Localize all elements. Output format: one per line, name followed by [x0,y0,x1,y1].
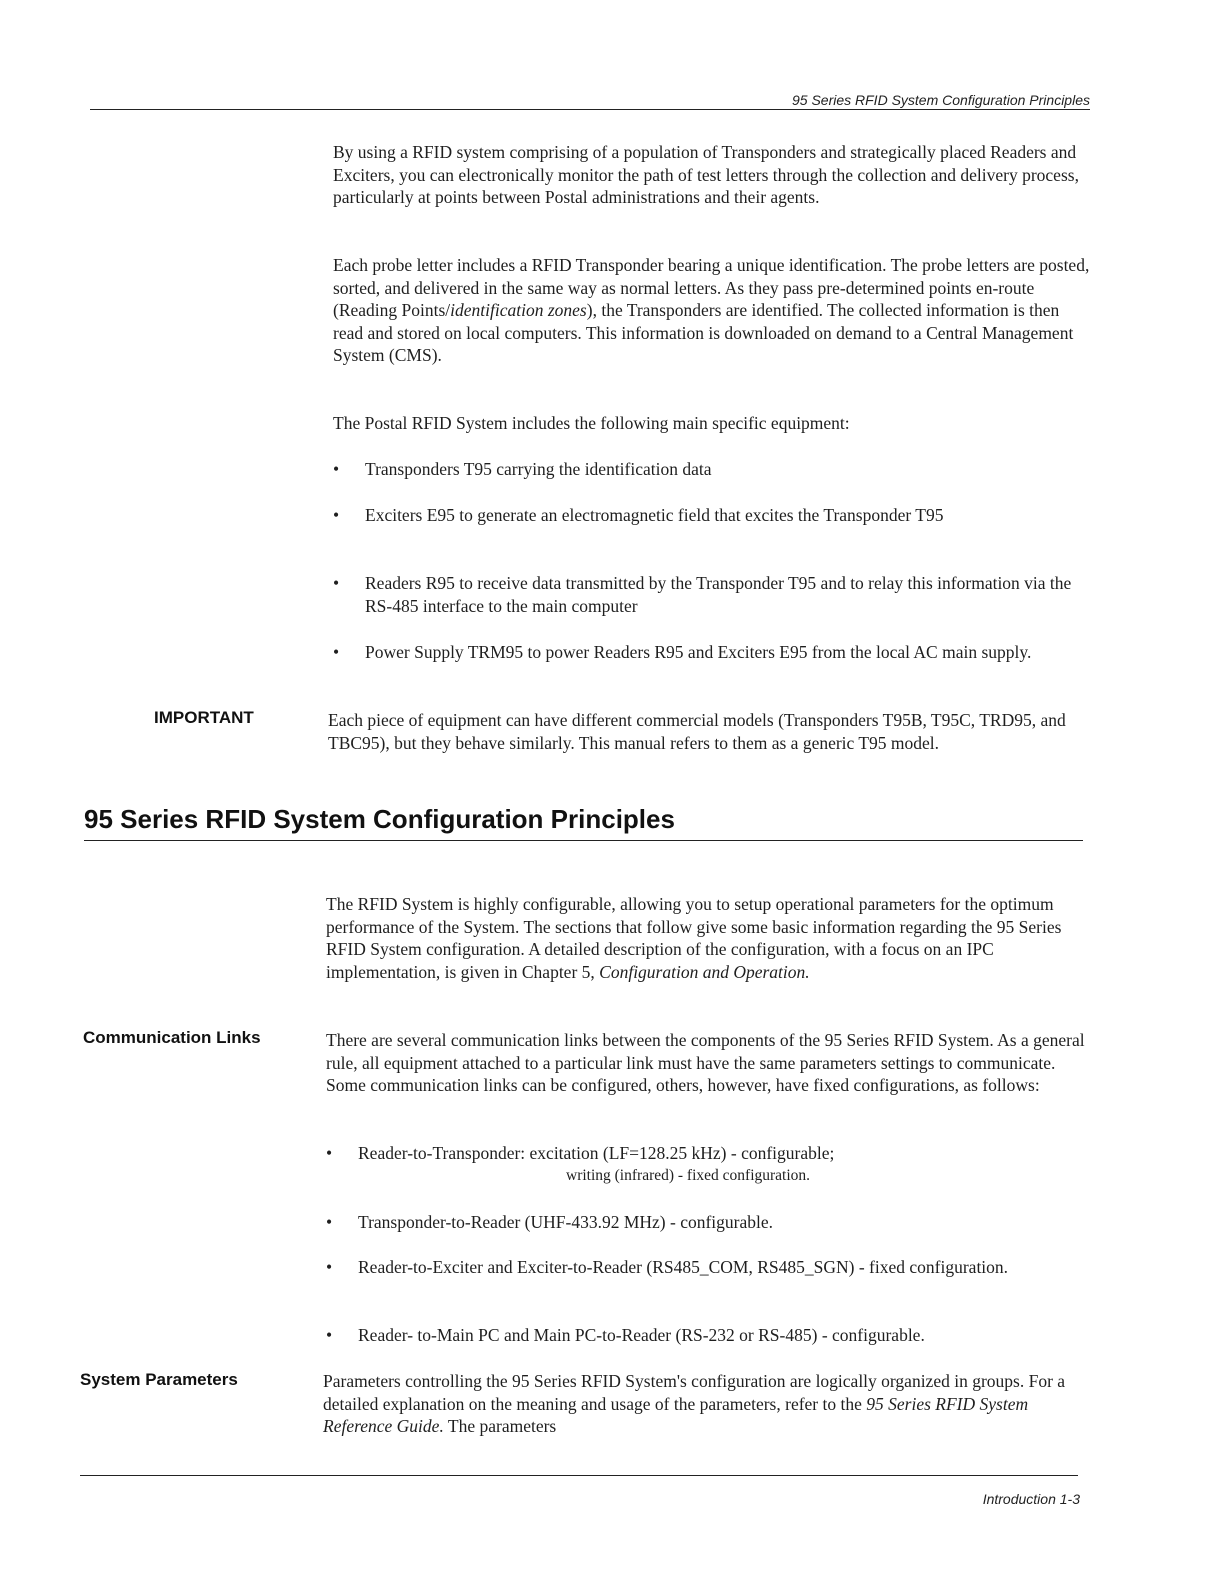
section-intro-text: The RFID System is highly configurable, allowing you to setup operational parameters for the optimum performance of the System. The sections that follow give some basic information regarding the 95 Series RFID System configuration. A detailed description of the configuration, with a focus on an IPC implementation, is given in Chapter 5, [326,894,1062,982]
intro-paragraph-2-text-a: Each probe letter includes a RFID Transponder bearing a unique identification. The probe letters are posted, sorted, and delivered in the same way as normal letters. As they pass pre-determined points en-route (Reading Points/ [333,255,1090,320]
equipment-bullet-2 [333,504,1093,527]
link-bullet-1-content [358,1142,1086,1187]
system-parameters-label: System Parameters [80,1370,238,1389]
section-intro [326,893,1086,983]
system-parameters-text-a: Parameters controlling the 95 Series RFID System's configuration are logically organized in groups. For a detailed explanation on the meaning and usage of the parameters, refer to the [323,1371,1066,1414]
equipment-bullet-1 [333,458,1093,481]
link-bullet-4-text: Reader- to-Main PC and Main PC-to-Reader (RS-232 or RS-485) - configurable. [358,1325,925,1345]
important-text: Each piece of equipment can have different commercial models (Transponders T95B, T95C, TRD95, and TBC95), but they behave similarly. This manual refers to them as a generic T95 model. [328,710,1066,753]
link-bullet-3 [326,1256,1086,1279]
section-intro-italic: Configuration and Operation. [599,961,810,982]
link-bullet-4 [326,1324,1086,1347]
link-bullet-1-line-2: writing (infrared) - fixed configuration. [566,1166,811,1184]
system-parameters-italic: 95 Series RFID System Reference Guide. [323,1393,1029,1436]
equipment-bullet-2-text: Exciters E95 to generate an electromagnetic field that excites the Transponder T95 [365,505,944,525]
link-bullet-1 [326,1142,1086,1187]
communication-links-text: There are several communication links between the components of the 95 Series RFID System. As a general rule, all equipment attached to a particular link must have the same parameters settings to communicate. Some communication links can be configured, others, however, have fixed configurations, as follows: [326,1030,1085,1095]
intro-paragraph-1: By using a RFID system comprising of a population of Transponders and strategically placed Readers and Exciters, you can electronically monitor the path of test letters through the collection and delivery process, particularly at points between Postal administrations and their agents. [333,142,1079,207]
section-title: 95 Series RFID System Configuration Principles [84,804,675,834]
link-bullet-2-text: Transponder-to-Reader (UHF-433.92 MHz) - configurable. [358,1212,774,1232]
bullet-symbol: • [333,505,340,525]
bullet-symbol: • [326,1212,333,1232]
link-bullet-1-line-1: Reader-to-Transponder: excitation (LF=128.25 kHz) - configurable; [358,1143,835,1163]
equipment-bullet-1-text: Transponders T95 carrying the identification data [365,459,712,479]
intro-paragraph-2 [333,254,1093,367]
equipment-bullet-3 [333,572,1093,617]
communication-links-label: Communication Links [83,1028,261,1047]
bullet-symbol: • [326,1143,333,1163]
section-rule [84,840,1083,841]
intro-paragraph-3: The Postal RFID System includes the following main specific equipment: [333,413,850,433]
bullet-symbol: • [333,573,340,593]
system-parameters-text [323,1370,1085,1438]
footer-rule [80,1475,1078,1476]
header-rule [90,109,1090,110]
system-parameters-text-b: The parameters [443,1416,557,1436]
equipment-bullet-4-text: Power Supply TRM95 to power Readers R95 and Exciters E95 from the local AC main supply. [365,642,1032,662]
equipment-bullet-4 [333,641,1093,664]
bullet-symbol: • [326,1325,333,1345]
bullet-symbol: • [333,642,340,662]
link-bullet-2 [326,1211,1086,1234]
important-label: IMPORTANT [154,708,254,727]
intro-paragraph-2-text-b: ), the Transponders are identified. The collected information is then read and stored on local computers. This information is downloaded on demand to a Central Management System (CMS). [333,300,1074,365]
link-bullet-3-text: Reader-to-Exciter and Exciter-to-Reader (RS485_COM, RS485_SGN) - fixed configuration. [358,1257,1009,1277]
page-footer-label: Introduction 1-3 [982,1491,1080,1507]
bullet-symbol: • [326,1257,333,1277]
intro-paragraph-2-italic: identification zones [450,300,587,320]
bullet-symbol: • [333,459,340,479]
equipment-bullet-3-text: Readers R95 to receive data transmitted by the Transponder T95 and to relay this information via the RS-485 interface to the main computer [365,573,1072,616]
running-header: 95 Series RFID System Configuration Principles [791,92,1090,108]
